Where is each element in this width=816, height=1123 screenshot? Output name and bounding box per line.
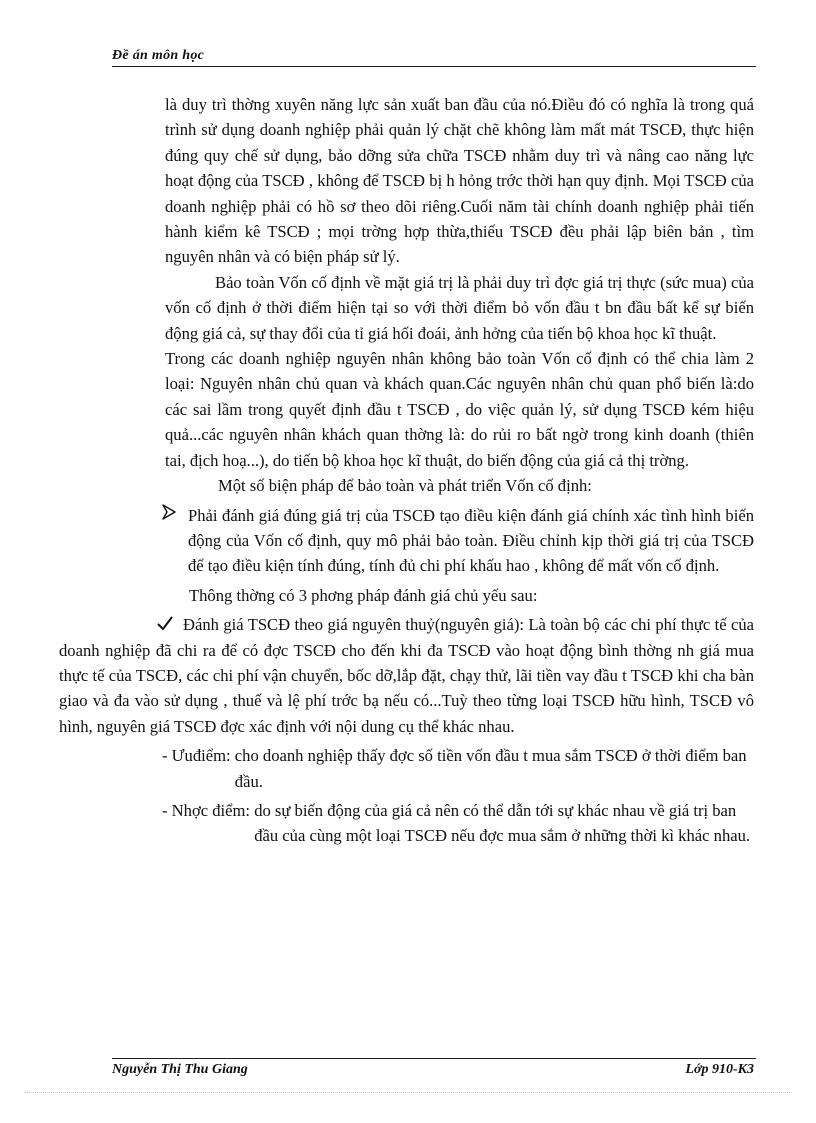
advantage-row	[112, 743, 754, 794]
paragraph-3: Trong các doanh nghiệp nguyên nhân không bảo toàn Vốn cố định có thể chia làm 2 loại: Nguyên nhân chủ quan và khách quan.Các nguyên nhân chủ quan phổ biến là:do các sai lầm trong quyết định đầu t TSCĐ , do việc quản lý, sử dụng TSCĐ kém hiệu quả...các nguyên nhân khách quan thờng là: do rủi ro bất ngờ trong kinh doanh (thiên tai, địch hoạ...), do tiến bộ khoa học kĩ thuật, do biến động của giá cả thị trờng.	[165, 349, 754, 470]
header-rule	[112, 66, 756, 67]
header-title: Đề án môn học	[112, 48, 205, 63]
disadvantage-label: - Nhợc điểm:	[162, 800, 255, 820]
disadvantage-row	[112, 798, 754, 849]
page-edge	[24, 1092, 792, 1093]
footer-rule	[112, 1058, 756, 1059]
arrowhead-bullet-icon	[162, 503, 188, 579]
paragraph-1: là duy trì thờng xuyên năng lực sản xuất ban đầu của nó.Điều đó có nghĩa là trong quá trình sử dụng doanh nghiệp phải quản lý chặt chẽ không làm mất mát TSCĐ, thực hiện đúng quy chế sử dụng, bảo dỡng sửa chữa TSCĐ nhằm duy trì và nâng cao năng lực hoạt động của TSCĐ , không để TSCĐ bị h hỏng trớc thời hạn quy định. Mọi TSCĐ của doanh nghiệp phải có hồ sơ theo dõi riêng.Cuối năm tài chính doanh nghiệp phải tiến hành kiểm kê TSCĐ ; mọi trờng hợp thừa,thiếu TSCĐ đều phải lập biên bản , tìm nguyên nhân và có biện pháp sử lý.	[165, 95, 754, 267]
paragraph-5: Thông thờng có 3 phơng pháp đánh giá chủ yếu sau:	[189, 585, 538, 605]
footer-class: Lớp 910-K3	[685, 1062, 754, 1077]
check-item-text: Đánh giá TSCĐ theo giá nguyên thuỷ(nguyên giá): Là toàn bộ các chi phí thực tế của doanh nghiệp đã chi ra để có đợc TSCĐ cho đến khi đa TSCĐ vào hoạt động bình thờng nh giá mua thực tế của TSCĐ, các chi phí vận chuyển, bốc dỡ,lắp đặt, chạy thử, lãi tiền vay đầu t TSCĐ khi cha bàn giao và đa vào sử dụng , thuế và lệ phí trớc bạ nếu có...Tuỳ theo từng loại TSCĐ hữu hình, TSCĐ vô hình, nguyên giá TSCĐ đợc xác định với nội dung cụ thể khác nhau.	[59, 615, 754, 736]
bullet-item	[112, 503, 754, 579]
bullet-text: Phải đánh giá đúng giá trị của TSCĐ tạo điều kiện đánh giá chính xác tình hình biến động của Vốn cố định, quy mô phải bảo toàn. Điều chỉnh kịp thời giá trị của TSCĐ để tạo điều kiện tính đúng, tính đủ chi phí khấu hao , không để mất vốn cố định.	[188, 505, 754, 576]
disadvantage-text: do sự biến động của giá cả nên có thể dẫn tới sự khác nhau về giá trị ban đầu của cùng một loại TSCĐ nếu đợc mua sắm ở những thời kì khác nhau.	[254, 800, 751, 846]
advantage-label: - Ưuđiểm:	[162, 746, 235, 766]
checkmark-bullet-icon	[59, 612, 183, 637]
document-body	[59, 92, 754, 849]
advantage-text: cho doanh nghiệp thấy đợc số tiền vốn đầu t mua sắm TSCĐ ở thời điểm ban đầu.	[234, 746, 747, 791]
paragraph-2: Bảo toàn Vốn cố định về mặt giá trị là phải duy trì đợc giá trị thực (sức mua) của vốn cố định ở thời điểm hiện tại so với thời điểm bỏ vốn đầu t bn đầu bất kể sự biến động giá cả, sự thay đổi của tỉ giá hối đoái, ảnh hởng của tiến bộ khoa học kĩ thuật.	[165, 272, 754, 343]
footer-author: Nguyễn Thị Thu Giang	[112, 1062, 248, 1077]
check-item	[59, 612, 754, 739]
paragraph-4: Một số biện pháp để bảo toàn và phát triển Vốn cố định:	[218, 476, 592, 496]
